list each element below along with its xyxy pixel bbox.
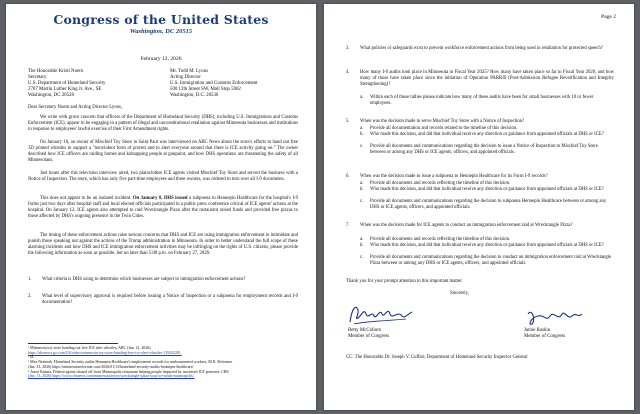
question-7-text: When was the decision made for ICE agents to conduct an immigration enforcement raid at Wrecktangle Pizza? bbox=[360, 223, 573, 228]
letter-page-1 bbox=[6, 4, 316, 410]
paragraph-4-rest: a subpoena to Hennepin Healthcare for the hospital's I-9 forms just two days after hospital staff and local elected officials participated in a public press conference critical of ICE agents' actions at the hospital. On January 12, ICE agents also attempted to raid Wrecktangle Pizza after the restaurant raised funds and provided free pizzas to those affected by DHS's ongoing presence in the Twin Cities. bbox=[28, 196, 298, 219]
question-6-text: When was the decision made to issue a subpoena to Hennepin Healthcare for its Form I-9 records? bbox=[360, 174, 548, 179]
question-6-sub-c: c. Provide all documents and communications regarding the decision to subpoena Hennepin Healthcare between or among any DHS or ICE agents, officers, and appointed officials. bbox=[360, 199, 607, 210]
question-6: 6. When was the decision made to issue a subpoena to Hennepin Healthcare for its Form I-9 records? bbox=[346, 174, 614, 180]
question-6-sub-b: b. Who made this decision, and did that individual receive any direction or guidance from appointed officials at DHS or ICE? bbox=[360, 187, 604, 192]
signer-2-name: Jamie Raskin bbox=[524, 328, 551, 333]
footnote-link[interactable]: https://abcnews.go.com/US/video/minnesota-toy-store-handing-free-ice-alert-whistles-129292281. bbox=[28, 350, 182, 355]
footnotes bbox=[28, 346, 300, 379]
signer-1-role: Member of Congress bbox=[348, 334, 390, 339]
letterhead-city: Washington, DC 20515 bbox=[129, 28, 193, 35]
signer-1-name: Betty McCollum bbox=[348, 328, 382, 333]
question-5-sub-a: a. Provide all documentation and records related to the timeline of this decision. bbox=[360, 126, 518, 131]
paragraph-4-emphasis: On January 8, DHS issued bbox=[132, 196, 188, 201]
paragraph-4-intro: This does not appear to be an isolated incident. bbox=[40, 196, 133, 201]
recipient-line: The Honorable Kristi Noem bbox=[28, 69, 84, 74]
closing-line: Thank you for your prompt attention to this important matter. bbox=[346, 279, 463, 284]
question-7-sub-a: a. Provide all documents and records reflecting the timeline of this decision. bbox=[360, 237, 511, 242]
sincerely: Sincerely, bbox=[450, 291, 469, 296]
recipient-line: 500 12th Street SW, Mail Stop 5902 bbox=[170, 87, 241, 92]
question-7: 7. When was the decision made for ICE agents to conduct an immigration enforcement raid at Wrecktangle Pizza? bbox=[346, 223, 614, 229]
paragraph-2: On January 16, an owner of Mischief Toy Store in Saint Paul was interviewed on ABC News about the store's efforts to hand out free 3D printed whistles to support a "nonviolent form of protest and to alert everyone around that there is ICE activity going on." The owner described how ICE officers are raiding homes and kidnapping people at gunpoint, and how DHS operations are threatening the safety of all Minnesotans. bbox=[28, 140, 298, 163]
recipient-block-left bbox=[28, 69, 105, 99]
recipient-line: Mr. Todd M. Lyons bbox=[170, 69, 209, 74]
letterhead-title: Congress of the United States bbox=[53, 12, 269, 27]
question-4-sub-a: a. Within each of those tallies please indicate how many of these audits have been for small businesses with 10 or fewer employees. bbox=[360, 95, 594, 106]
paragraph-3: Just hours after this television interview aired, two plainclothes ICE agents visited Mischief Toy Store and served the business with a Notice of Inspection. The store, which has only five part-time employees and three owners, was ordered to turn over all I-9 documents. bbox=[28, 171, 298, 182]
footnote-link[interactable]: (Jan. 13, 2026) https://www.cbsnews.com/minnesota/news/wrecktangle-pizza-stop-ice-south-minneapolis/. bbox=[28, 374, 195, 379]
footnote-line: ¹ Minnesota toy store handing out free ICE alert whistles, ABC (Jan. 12, 2026), bbox=[28, 346, 152, 350]
question-3-text: What policies or safeguards exist to prevent workforce enforcement actions from being used in retaliation for protected speech? bbox=[360, 46, 603, 51]
question-6-sub-a: a. Provide all documents and records reflecting the timeline of this decision. bbox=[360, 181, 511, 186]
cc-line: CC: The Honorable Dr. Joseph V. Cuffari, Department of Homeland Security Inspector General bbox=[346, 355, 528, 360]
question-2: 2. What level of supervisory approval is required before issuing a Notice of Inspection or a subpoena for employment records and I-9 documentation? bbox=[28, 294, 298, 305]
recipient-line: U.S. Department of Homeland Security bbox=[28, 81, 106, 86]
question-2-text: What level of supervisory approval is required before issuing a Notice of Inspection or a subpoena for employment records and I-9 documentation? bbox=[42, 294, 298, 305]
question-4: 4. How many I-9 audits took place in Minnesota in Fiscal Year 2025? How many have taken place so far in Fiscal Year 2026, and how many of those have taken place since the initiation of Operation PARRIS (Post-Admission Refugee Reverification and Integrity Strengthening)? bbox=[346, 70, 614, 87]
recipient-line: Secretary bbox=[28, 75, 47, 80]
recipient-line: 2707 Martin Luther King Jr. Ave., SE bbox=[28, 87, 102, 92]
footnote-divider bbox=[28, 343, 118, 344]
paragraph-5: The timing of these enforcement actions raise serious concerns that DHS and ICE are using immigration enforcement to intimidate and punish those speaking out against the actions of the Trump administration in Minnesota. In order to better understand the full scope of these alarming incidents and how DHS and ICE immigration enforcement activities may be infringing on the rights of U.S. citizens, please provide the following information as soon as possible, but no later than 5:00 p.m. on February 27, 2026: bbox=[28, 233, 298, 256]
recipient-line: Washington, DC 20528 bbox=[28, 93, 74, 98]
salutation: Dear Secretary Noem and Acting Director Lyons, bbox=[28, 105, 123, 110]
recipient-line: Acting Director bbox=[170, 75, 201, 80]
signature-mccollum-image bbox=[346, 300, 416, 328]
paragraph-1: We write with grave concern that officers of the Department of Homeland Security (DHS), including U.S. Immigrations and Customs Enforcement (ICE), appear to be engaging in a pattern of illegal and unconstitutional retaliation against Minnesota businesses and institutions in response to employees' lawful exercise of their First Amendment rights. bbox=[28, 115, 298, 132]
footnote-line: (Jan. 13, 2026) https://minnesotareformer.com/2026/01/13/homeland-security-audits-hennepin-healthcare/. bbox=[28, 364, 195, 369]
signer-1 bbox=[348, 328, 389, 340]
recipient-block-right bbox=[170, 69, 257, 99]
footnote-line: ⁴ Jason Kanzia, Federal agents chased off from Minneapolis restaurant helping people impacted by increased ICE presence, CBS bbox=[28, 369, 229, 374]
question-5: 5. When was the decision made to serve Mischief Toy Store with a Notice of Inspection? bbox=[346, 119, 614, 125]
recipient-line: U.S. Immigration and Customs Enforcement bbox=[170, 81, 258, 86]
signature-raskin-image bbox=[524, 302, 584, 328]
paragraph-4 bbox=[28, 196, 298, 220]
recipient-line: Washington, D.C. 20536 bbox=[170, 93, 219, 98]
question-3: 3. What policies or safeguards exist to prevent workforce enforcement actions from being used in retaliation for protected speech? bbox=[346, 46, 614, 52]
question-1: 1. What criteria is DHS using to determine which businesses are subject to immigration enforcement actions? bbox=[28, 277, 298, 283]
letter-page-2 bbox=[324, 4, 634, 410]
page-number: Page 2 bbox=[601, 14, 616, 20]
question-1-text: What criteria is DHS using to determine which businesses are subject to immigration enforcement actions? bbox=[42, 277, 246, 282]
question-7-sub-b: b. Who made this decision, and did that individual receive any direction or guidance from appointed officials at DHS or ICE? bbox=[360, 243, 604, 248]
question-4-text: How many I-9 audits took place in Minnesota in Fiscal Year 2025? How many have taken place so far in Fiscal Year 2026, and how many of those have taken place since the initiation of Operation PARRIS (Post-Admission Refugee Reverification and Integrity Strengthening)? bbox=[360, 70, 614, 87]
footnote-line: ² Id. bbox=[28, 355, 35, 360]
footnote-line: ³ Max Nesterak, Homeland Security audits Hennepin Healthcare's employment records for undocumented workers, M.N. Reformer bbox=[28, 360, 233, 365]
question-5-sub-b: b. Who made this decision, and did that individual receive any direction or guidance from appointed officials at DHS or ICE? bbox=[360, 132, 604, 137]
signer-2-role: Member of Congress bbox=[524, 334, 566, 339]
signer-2 bbox=[524, 328, 565, 340]
letter-date: February 12, 2026 bbox=[140, 56, 182, 62]
question-7-sub-c: c. Provide all documents and communications regarding the decision to conduct an immigration enforcement raid at Wrecktangle Pizza between or among any DHS or ICE agents, officers, and appointed officials. bbox=[360, 255, 612, 266]
question-5-sub-c: c. Provide all documents and communications regarding the decision to issue a Notice of Inspection to Mischief Toy Store between or among any DHS or ICE agents, officers, and appointed officials. bbox=[360, 144, 598, 155]
question-5-text: When was the decision made to serve Mischief Toy Store with a Notice of Inspection? bbox=[360, 119, 525, 124]
